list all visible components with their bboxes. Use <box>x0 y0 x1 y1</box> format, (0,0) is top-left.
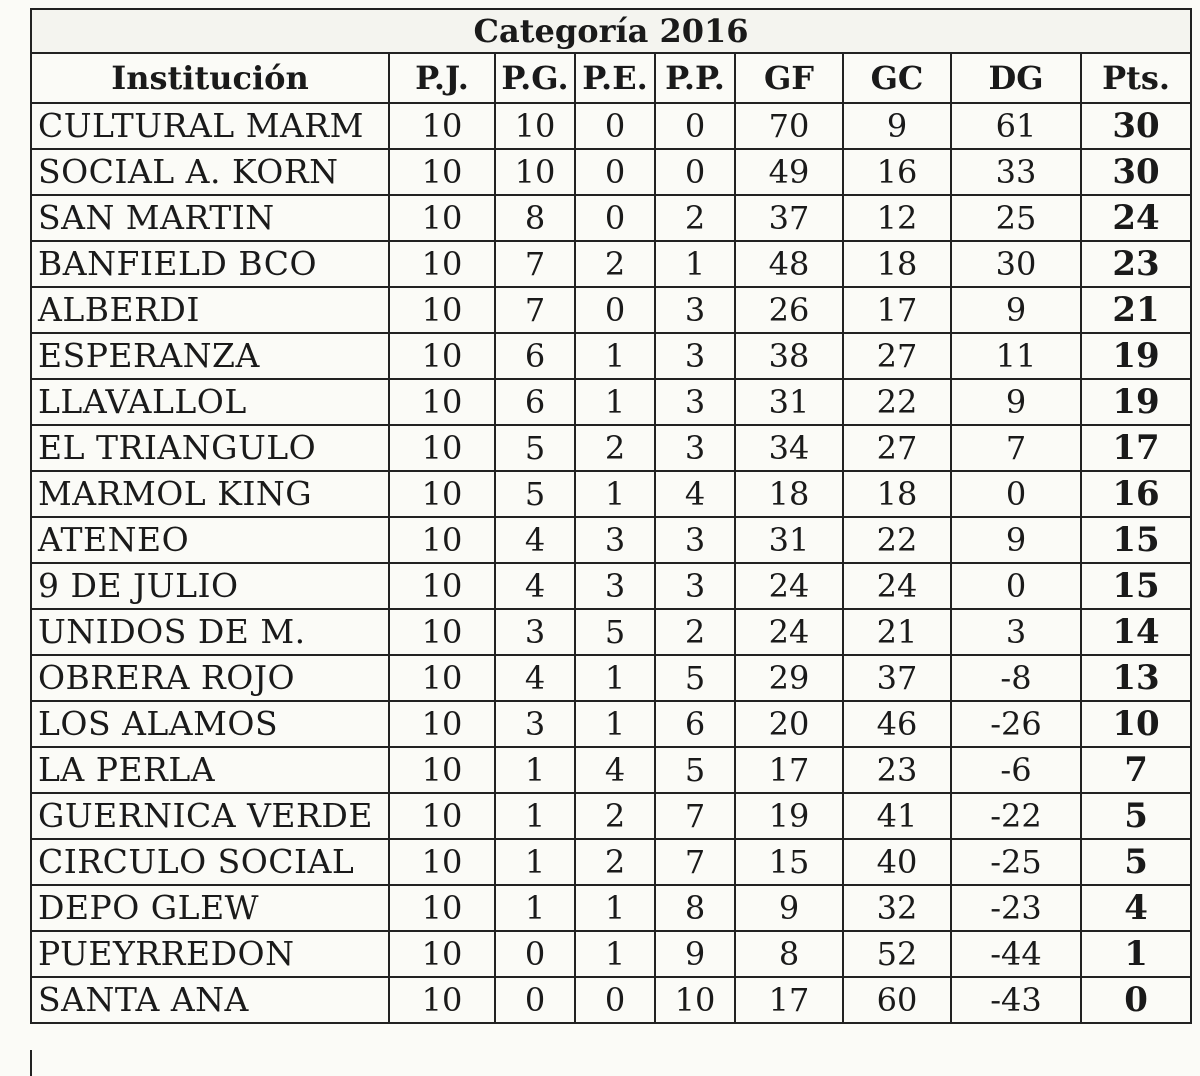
table-row <box>31 563 1191 609</box>
cell-gc: 22 <box>843 379 951 425</box>
cell-team: LLAVALLOL <box>31 379 389 425</box>
cell-pp: 3 <box>655 379 735 425</box>
cell-gf: 26 <box>735 287 843 333</box>
cell-team: EL TRIANGULO <box>31 425 389 471</box>
cell-team: PUEYRREDON <box>31 931 389 977</box>
cell-pp: 7 <box>655 793 735 839</box>
cell-pp: 1 <box>655 241 735 287</box>
cell-pg: 3 <box>495 609 575 655</box>
cell-team: DEPO GLEW <box>31 885 389 931</box>
cell-dg: -25 <box>951 839 1081 885</box>
cell-gf: 34 <box>735 425 843 471</box>
cell-pp: 5 <box>655 747 735 793</box>
cell-pj: 10 <box>389 241 495 287</box>
cell-gc: 32 <box>843 885 951 931</box>
cell-pe: 1 <box>575 885 655 931</box>
cell-gc: 27 <box>843 333 951 379</box>
cell-dg: 33 <box>951 149 1081 195</box>
table-row <box>31 333 1191 379</box>
table-row <box>31 425 1191 471</box>
cell-pe: 2 <box>575 839 655 885</box>
cell-pe: 0 <box>575 195 655 241</box>
cell-pj: 10 <box>389 793 495 839</box>
cell-pg: 0 <box>495 931 575 977</box>
cell-dg: 7 <box>951 425 1081 471</box>
cell-pj: 10 <box>389 563 495 609</box>
cell-dg: 9 <box>951 287 1081 333</box>
cell-dg: 9 <box>951 379 1081 425</box>
header-gc: GC <box>843 53 951 103</box>
cell-pts: 21 <box>1081 287 1191 333</box>
cell-pg: 4 <box>495 517 575 563</box>
cell-pj: 10 <box>389 195 495 241</box>
margin-rule <box>30 1050 32 1076</box>
cell-dg: 0 <box>951 471 1081 517</box>
cell-gc: 16 <box>843 149 951 195</box>
cell-dg: 9 <box>951 517 1081 563</box>
cell-dg: 3 <box>951 609 1081 655</box>
cell-gc: 17 <box>843 287 951 333</box>
cell-pe: 3 <box>575 563 655 609</box>
cell-pj: 10 <box>389 977 495 1023</box>
cell-gc: 21 <box>843 609 951 655</box>
cell-team: SANTA ANA <box>31 977 389 1023</box>
cell-team: SAN MARTIN <box>31 195 389 241</box>
cell-pts: 5 <box>1081 839 1191 885</box>
standings-sheet <box>30 8 1190 1024</box>
header-institucion: Institución <box>31 53 389 103</box>
cell-gf: 20 <box>735 701 843 747</box>
cell-pj: 10 <box>389 701 495 747</box>
cell-gc: 52 <box>843 931 951 977</box>
cell-pts: 19 <box>1081 333 1191 379</box>
cell-gf: 70 <box>735 103 843 149</box>
header-pg: P.G. <box>495 53 575 103</box>
cell-pe: 5 <box>575 609 655 655</box>
cell-gc: 60 <box>843 977 951 1023</box>
cell-dg: -26 <box>951 701 1081 747</box>
cell-pg: 4 <box>495 655 575 701</box>
cell-pp: 0 <box>655 149 735 195</box>
cell-pg: 7 <box>495 287 575 333</box>
cell-pe: 1 <box>575 333 655 379</box>
cell-pe: 0 <box>575 149 655 195</box>
cell-gf: 48 <box>735 241 843 287</box>
table-row <box>31 149 1191 195</box>
cell-dg: -8 <box>951 655 1081 701</box>
table-row <box>31 931 1191 977</box>
cell-dg: 30 <box>951 241 1081 287</box>
standings-body <box>31 103 1191 1023</box>
cell-dg: -23 <box>951 885 1081 931</box>
cell-gf: 49 <box>735 149 843 195</box>
table-row <box>31 195 1191 241</box>
cell-gc: 23 <box>843 747 951 793</box>
cell-pg: 1 <box>495 793 575 839</box>
cell-dg: 11 <box>951 333 1081 379</box>
cell-pj: 10 <box>389 287 495 333</box>
cell-pe: 0 <box>575 103 655 149</box>
cell-pg: 8 <box>495 195 575 241</box>
cell-pts: 19 <box>1081 379 1191 425</box>
cell-pts: 13 <box>1081 655 1191 701</box>
cell-pe: 0 <box>575 287 655 333</box>
cell-gf: 15 <box>735 839 843 885</box>
cell-team: MARMOL KING <box>31 471 389 517</box>
table-row <box>31 517 1191 563</box>
cell-gc: 24 <box>843 563 951 609</box>
cell-pj: 10 <box>389 333 495 379</box>
cell-pts: 4 <box>1081 885 1191 931</box>
table-row <box>31 701 1191 747</box>
cell-pp: 10 <box>655 977 735 1023</box>
cell-pts: 17 <box>1081 425 1191 471</box>
cell-team: LOS ALAMOS <box>31 701 389 747</box>
cell-pj: 10 <box>389 471 495 517</box>
table-row <box>31 655 1191 701</box>
table-row <box>31 471 1191 517</box>
cell-pe: 2 <box>575 793 655 839</box>
cell-pj: 10 <box>389 425 495 471</box>
table-row <box>31 747 1191 793</box>
cell-team: UNIDOS DE M. <box>31 609 389 655</box>
cell-team: BANFIELD BCO <box>31 241 389 287</box>
cell-pp: 2 <box>655 195 735 241</box>
header-row <box>31 53 1191 103</box>
cell-pp: 0 <box>655 103 735 149</box>
cell-team: 9 DE JULIO <box>31 563 389 609</box>
cell-pg: 0 <box>495 977 575 1023</box>
cell-pg: 1 <box>495 839 575 885</box>
table-row <box>31 103 1191 149</box>
cell-pe: 2 <box>575 241 655 287</box>
cell-team: SOCIAL A. KORN <box>31 149 389 195</box>
cell-pe: 1 <box>575 701 655 747</box>
cell-pg: 5 <box>495 471 575 517</box>
cell-pts: 15 <box>1081 563 1191 609</box>
cell-pe: 2 <box>575 425 655 471</box>
cell-gc: 18 <box>843 471 951 517</box>
cell-pts: 30 <box>1081 149 1191 195</box>
cell-team: ATENEO <box>31 517 389 563</box>
cell-pts: 1 <box>1081 931 1191 977</box>
cell-team: ALBERDI <box>31 287 389 333</box>
cell-gc: 41 <box>843 793 951 839</box>
cell-pg: 6 <box>495 333 575 379</box>
cell-pg: 7 <box>495 241 575 287</box>
cell-team: CULTURAL MARM <box>31 103 389 149</box>
cell-pe: 1 <box>575 655 655 701</box>
cell-pp: 3 <box>655 517 735 563</box>
cell-pp: 3 <box>655 563 735 609</box>
cell-pts: 30 <box>1081 103 1191 149</box>
table-row <box>31 287 1191 333</box>
cell-pp: 2 <box>655 609 735 655</box>
cell-pj: 10 <box>389 931 495 977</box>
cell-team: CIRCULO SOCIAL <box>31 839 389 885</box>
cell-pg: 3 <box>495 701 575 747</box>
cell-gf: 31 <box>735 517 843 563</box>
cell-pj: 10 <box>389 379 495 425</box>
cell-pp: 6 <box>655 701 735 747</box>
cell-gf: 17 <box>735 977 843 1023</box>
standings-table <box>30 8 1192 1024</box>
table-row <box>31 609 1191 655</box>
table-row <box>31 379 1191 425</box>
cell-pe: 1 <box>575 931 655 977</box>
header-pts: Pts. <box>1081 53 1191 103</box>
cell-pj: 10 <box>389 149 495 195</box>
cell-pe: 4 <box>575 747 655 793</box>
cell-gf: 9 <box>735 885 843 931</box>
cell-gf: 29 <box>735 655 843 701</box>
header-pe: P.E. <box>575 53 655 103</box>
cell-pp: 9 <box>655 931 735 977</box>
cell-pp: 3 <box>655 425 735 471</box>
table-row <box>31 241 1191 287</box>
cell-gf: 18 <box>735 471 843 517</box>
cell-pg: 10 <box>495 149 575 195</box>
cell-gc: 37 <box>843 655 951 701</box>
cell-pj: 10 <box>389 747 495 793</box>
cell-team: GUERNICA VERDE <box>31 793 389 839</box>
cell-pts: 10 <box>1081 701 1191 747</box>
cell-team: ESPERANZA <box>31 333 389 379</box>
cell-pg: 1 <box>495 885 575 931</box>
cell-pe: 1 <box>575 379 655 425</box>
cell-gc: 27 <box>843 425 951 471</box>
cell-pts: 5 <box>1081 793 1191 839</box>
cell-team: OBRERA ROJO <box>31 655 389 701</box>
cell-pg: 4 <box>495 563 575 609</box>
cell-gf: 37 <box>735 195 843 241</box>
cell-gc: 12 <box>843 195 951 241</box>
cell-pj: 10 <box>389 517 495 563</box>
cell-pj: 10 <box>389 609 495 655</box>
cell-team: LA PERLA <box>31 747 389 793</box>
cell-gf: 8 <box>735 931 843 977</box>
cell-dg: 0 <box>951 563 1081 609</box>
cell-pj: 10 <box>389 839 495 885</box>
table-title: Categoría 2016 <box>31 9 1191 53</box>
cell-pts: 15 <box>1081 517 1191 563</box>
cell-pg: 5 <box>495 425 575 471</box>
cell-pg: 6 <box>495 379 575 425</box>
cell-pp: 3 <box>655 333 735 379</box>
cell-pj: 10 <box>389 885 495 931</box>
header-pp: P.P. <box>655 53 735 103</box>
header-pj: P.J. <box>389 53 495 103</box>
cell-pts: 16 <box>1081 471 1191 517</box>
cell-pts: 0 <box>1081 977 1191 1023</box>
cell-pts: 14 <box>1081 609 1191 655</box>
cell-dg: -6 <box>951 747 1081 793</box>
table-row <box>31 839 1191 885</box>
cell-pe: 0 <box>575 977 655 1023</box>
cell-pe: 1 <box>575 471 655 517</box>
cell-pts: 23 <box>1081 241 1191 287</box>
cell-gc: 46 <box>843 701 951 747</box>
cell-pts: 24 <box>1081 195 1191 241</box>
cell-dg: 61 <box>951 103 1081 149</box>
cell-dg: -44 <box>951 931 1081 977</box>
header-gf: GF <box>735 53 843 103</box>
cell-pj: 10 <box>389 655 495 701</box>
cell-pts: 7 <box>1081 747 1191 793</box>
cell-dg: -43 <box>951 977 1081 1023</box>
table-row <box>31 885 1191 931</box>
cell-gf: 24 <box>735 609 843 655</box>
table-row <box>31 977 1191 1023</box>
cell-gc: 40 <box>843 839 951 885</box>
cell-gf: 17 <box>735 747 843 793</box>
cell-pg: 10 <box>495 103 575 149</box>
cell-pp: 5 <box>655 655 735 701</box>
cell-gf: 19 <box>735 793 843 839</box>
cell-gf: 38 <box>735 333 843 379</box>
cell-pj: 10 <box>389 103 495 149</box>
cell-pp: 4 <box>655 471 735 517</box>
cell-pp: 3 <box>655 287 735 333</box>
cell-gc: 22 <box>843 517 951 563</box>
cell-dg: -22 <box>951 793 1081 839</box>
cell-gf: 31 <box>735 379 843 425</box>
cell-gc: 18 <box>843 241 951 287</box>
cell-pg: 1 <box>495 747 575 793</box>
header-dg: DG <box>951 53 1081 103</box>
cell-gf: 24 <box>735 563 843 609</box>
cell-pp: 8 <box>655 885 735 931</box>
table-row <box>31 793 1191 839</box>
cell-pe: 3 <box>575 517 655 563</box>
cell-pp: 7 <box>655 839 735 885</box>
cell-dg: 25 <box>951 195 1081 241</box>
cell-gc: 9 <box>843 103 951 149</box>
